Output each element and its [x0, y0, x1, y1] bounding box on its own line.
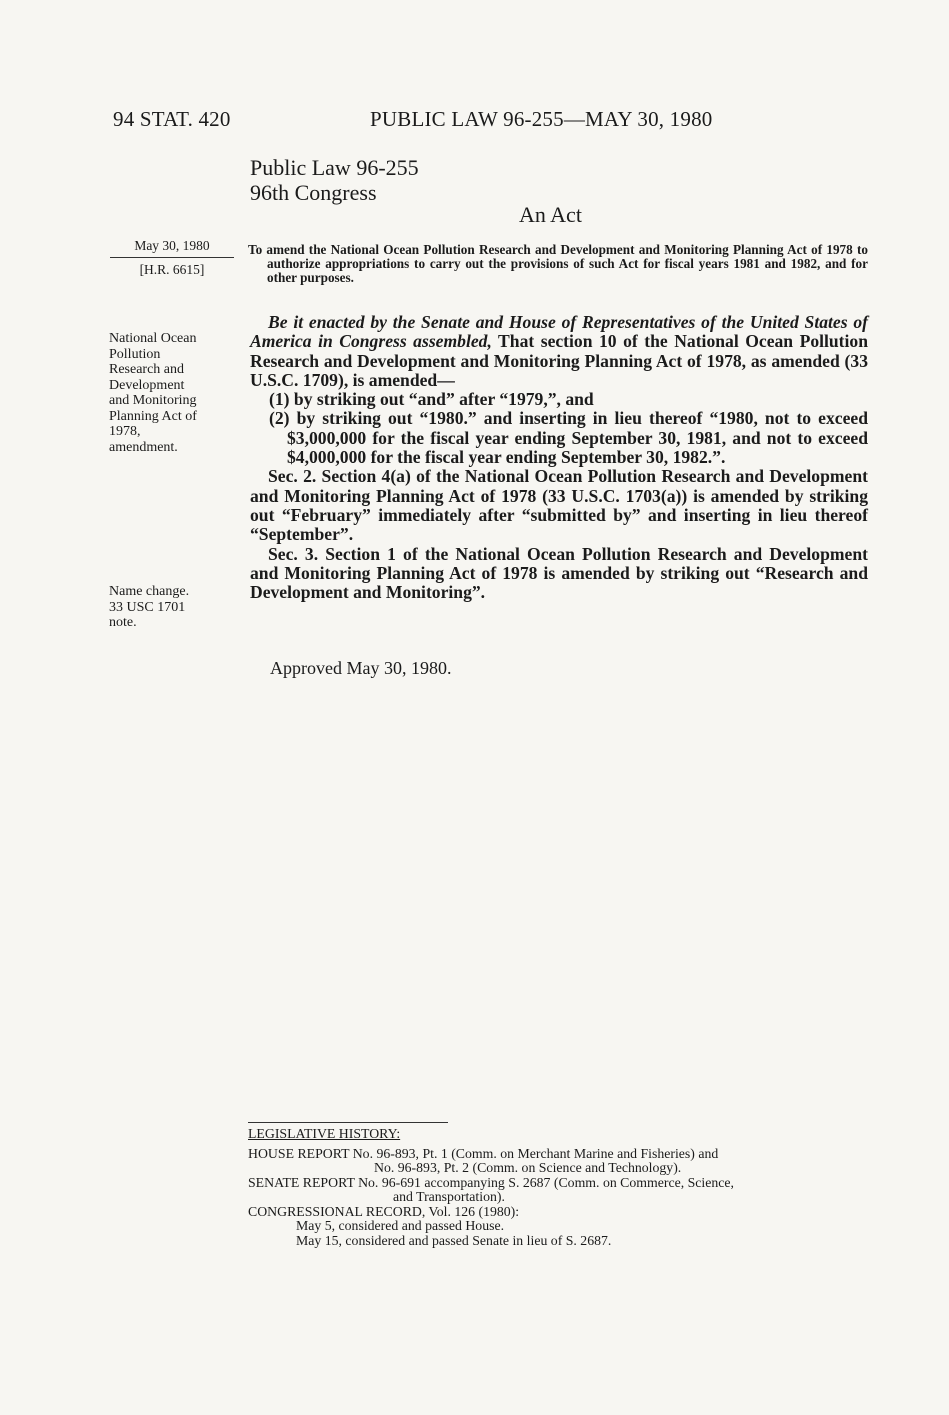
enacting-formula: Be it enacted by the Senate and House of Representatives of the United States of America in Congress assembled,	[250, 312, 868, 352]
legislative-history-heading: LEGISLATIVE HISTORY:	[248, 1126, 401, 1141]
act-body	[250, 313, 868, 602]
stat-citation: 94 STAT. 420	[113, 107, 231, 131]
act-heading: An Act	[519, 202, 582, 227]
margin-note-amendment	[109, 331, 239, 455]
enacting-text: That section 10 of the National Ocean Pollution Research and Development and Monitoring Planning Act of 1978, as amended (33 U.S.C. 1709), is amended—	[250, 331, 869, 390]
margin-note-name-change	[109, 584, 239, 631]
section-label: Sec. 3.	[268, 543, 319, 564]
section-text: Section 4(a) of the National Ocean Pollution Research and Development and Monitoring Planning Act of 1978 (33 U.S.C. 1703(a)) is amended by striking out “February” immediately after “submitted by” and inserting in lieu thereof “September”.	[250, 466, 868, 545]
divider	[248, 1122, 448, 1123]
margin-line: National Ocean	[109, 331, 197, 346]
margin-line: Planning Act of	[109, 408, 197, 424]
bill-number: [H.R. 6615]	[139, 262, 205, 277]
purpose-text: To amend the National Ocean Pollution Research and Development and Monitoring Planning Act of 1978 to authorize appropriations to carry out the provisions of such Act for fiscal years 1981 and 1982, and for other purposes.	[248, 242, 868, 285]
section-label: Sec. 2.	[268, 466, 317, 487]
enactment-date: May 30, 1980	[134, 238, 210, 253]
margin-line: Name change.	[109, 584, 190, 599]
margin-line: Pollution	[109, 346, 161, 362]
margin-line: note.	[109, 615, 137, 630]
law-name: Public Law 96-255	[250, 155, 419, 180]
section-text: Section 1 of the National Ocean Pollution Research and Development and Monitoring Planning Act of 1978 is amended by striking out “Research and Development and Monitoring”.	[250, 543, 868, 603]
margin-line: amendment.	[109, 439, 178, 455]
house-report-line: No. 96-893, Pt. 2 (Comm. on Science and Technology).	[374, 1160, 682, 1175]
house-report-line: HOUSE REPORT No. 96-893, Pt. 1 (Comm. on Merchant Marine and Fisheries) and	[248, 1145, 719, 1161]
approval-line: Approved May 30, 1980.	[270, 658, 452, 678]
margin-line: and Monitoring	[109, 393, 197, 408]
record-entry: May 15, considered and passed Senate in lieu of S. 2687.	[296, 1232, 612, 1248]
enacting-clause	[250, 313, 868, 390]
section-3	[250, 545, 868, 603]
margin-line: 1978,	[109, 424, 141, 439]
congress: 96th Congress	[250, 180, 377, 205]
section-2	[250, 467, 868, 544]
record-entry: May 5, considered and passed House.	[296, 1218, 505, 1233]
divider	[110, 257, 234, 258]
enactment-date-block	[110, 238, 234, 278]
margin-line: Development	[109, 377, 185, 393]
margin-line: 33 USC 1701	[109, 599, 186, 615]
legislative-history	[248, 1122, 868, 1248]
law-title-block	[250, 155, 419, 205]
senate-report-line: and Transportation).	[393, 1189, 505, 1204]
amendment-item-1: (1) by striking out “and” after “1979,”, and	[269, 389, 594, 410]
senate-report-line: SENATE REPORT No. 96-691 accompanying S. 2687 (Comm. on Commerce, Science,	[248, 1174, 734, 1190]
running-header: PUBLIC LAW 96-255—MAY 30, 1980	[370, 107, 713, 131]
purpose-clause	[248, 243, 868, 285]
amendment-item-2: (2) by striking out “1980.” and inserting in lieu thereof “1980, not to exceed $3,000,000 for the fiscal year ending September 30, 1981, and not to exceed $4,000,000 for the fiscal year ending September 30, 1982.”.	[269, 408, 868, 468]
congressional-record: CONGRESSIONAL RECORD, Vol. 126 (1980):	[248, 1203, 520, 1219]
margin-line: Research and	[109, 362, 185, 377]
